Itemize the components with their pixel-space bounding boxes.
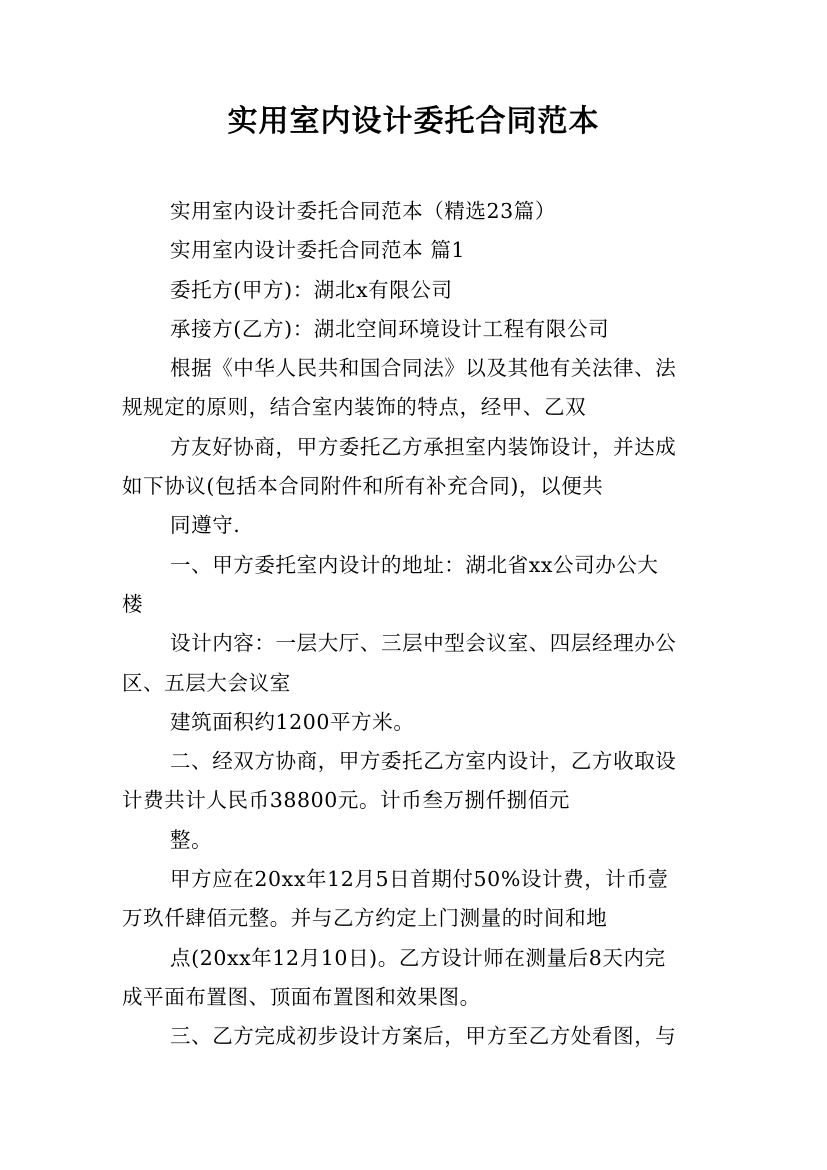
text-line: 万玖仟肆佰元整。并与乙方约定上门测量的时间和地 [122,906,608,931]
text-line: 成平面布置图、顶面布置图和效果图。 [122,984,481,1009]
text-line: 楼 [122,591,144,616]
text-line: 点(20xx年12月10日)。乙方设计师在测量后8天内完 [170,945,666,970]
text-line: 一、甲方委托室内设计的地址：湖北省xx公司办公大 [170,552,659,577]
text-line: 根据《中华人民共和国合同法》以及其他有关法律、法 [170,356,677,381]
text-line: 区、五层大会议室 [122,670,291,695]
text-line: 整。 [170,827,213,852]
text-line: 实用室内设计委托合同范本 篇1 [170,238,466,263]
text-line: 甲方应在20xx年12月5日首期付50%设计费，计币壹 [170,867,669,892]
text-line: 方友好协商，甲方委托乙方承担室内装饰设计，并达成 [170,434,677,459]
document-title: 实用室内设计委托合同范本 [227,104,600,139]
text-line: 三、乙方完成初步设计方案后，甲方至乙方处看图，与 [170,1024,677,1049]
text-line: 如下协议(包括本合同附件和所有补充合同)，以便共 [122,474,604,499]
text-line: 实用室内设计委托合同范本（精选23篇） [170,199,556,223]
text-line: 承接方(乙方)：湖北空间环境设计工程有限公司 [170,316,610,341]
text-line: 计费共计人民币38800元。计币叁万捌仟捌佰元 [122,788,571,813]
text-line: 二、经双方协商，甲方委托乙方室内设计，乙方收取设 [170,749,677,774]
text-line: 委托方(甲方)：湖北x有限公司 [170,277,453,302]
document-body [122,192,707,1057]
text-line: 建筑面积约1200平方米。 [170,709,415,734]
text-line: 设计内容：一层大厅、三层中型会议室、四层经理办公 [170,631,677,656]
text-line: 同遵守. [170,513,241,538]
text-line: 规规定的原则，结合室内装饰的特点，经甲、乙双 [122,395,587,420]
